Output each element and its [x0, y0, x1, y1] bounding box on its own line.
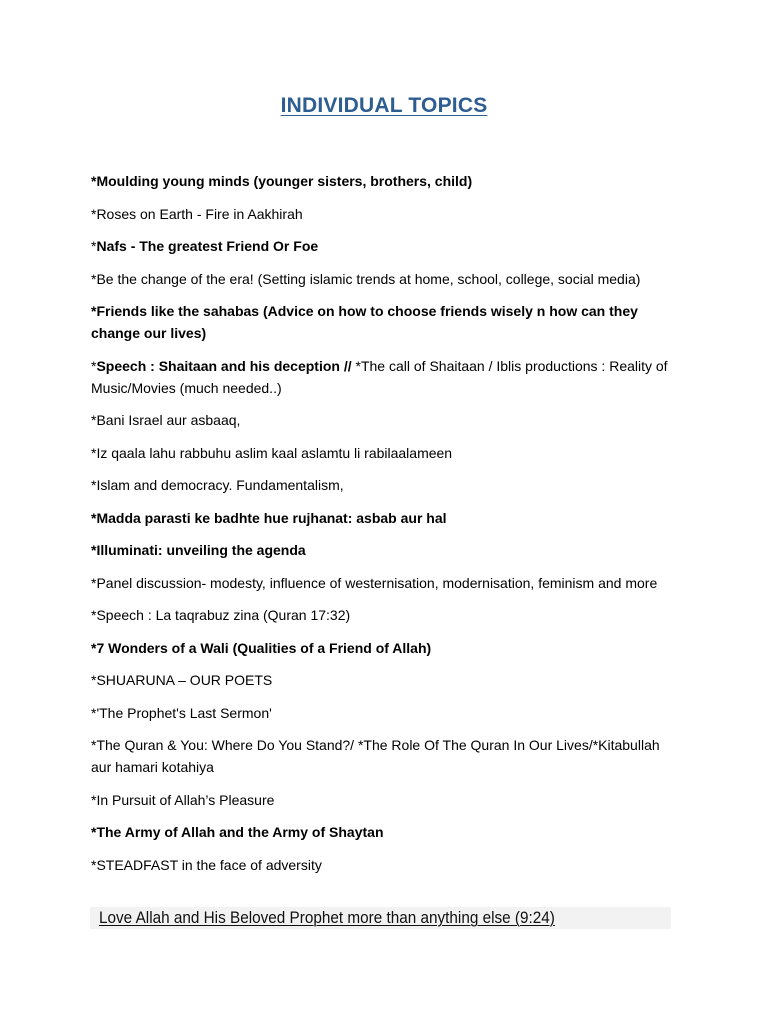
topic-item: *Islam and democracy. Fundamentalism, [91, 477, 344, 493]
footer-banner [90, 907, 671, 929]
topic-item: *Bani Israel aur asbaaq, [91, 412, 241, 428]
page-title [0, 94, 768, 118]
topic-item: *The Quran & You: Where Do You Stand?/ *The Role Of The Quran In Our Lives/*Kitabullah aur hamari kotahiya [91, 737, 660, 775]
topic-item [91, 355, 681, 399]
topic-bold-text: Speech : Shaitaan and his deception // [96, 357, 352, 374]
topic-bold-text: Nafs - The greatest Friend Or Foe [96, 238, 319, 254]
topic-item: *The Army of Allah and the Army of Shaytan [91, 824, 384, 840]
topic-prefix: * [91, 238, 97, 254]
topic-item: *7 Wonders of a Wali (Qualities of a Friend of Allah) [91, 639, 432, 656]
topic-item: *'The Prophet's Last Sermon' [91, 704, 272, 721]
topic-item: *Panel discussion- modesty, influence of westernisation, modernisation, feminism and more [91, 574, 658, 591]
topic-item: *In Pursuit of Allah’s Pleasure [91, 791, 275, 808]
topic-item: *Moulding young minds (younger sisters, brothers, child) [91, 173, 473, 189]
footer-text: Love Allah and His Beloved Prophet more than anything else (9:24) [99, 908, 555, 927]
topic-rest-text: *The call of Shaitaan / Iblis productions : Reality of Music/Movies (much needed..) [91, 357, 668, 396]
topic-item: *STEADFAST in the face of adversity [91, 856, 322, 873]
topic-item [91, 235, 681, 257]
topic-item: *SHUARUNA – OUR POETS [91, 672, 273, 688]
topic-item: *Speech : La taqrabuz zina (Quran 17:32) [91, 607, 351, 623]
page-title-text: INDIVIDUAL TOPICS [280, 94, 488, 117]
topic-prefix: * [91, 357, 97, 374]
topic-item: *Roses on Earth - Fire in Aakhirah [91, 205, 303, 222]
topic-list [91, 170, 681, 886]
topic-item: *Friends like the sahabas (Advice on how to choose friends wisely n how can they change our lives) [91, 303, 638, 341]
topic-item: *Iz qaala lahu rabbuhu aslim kaal aslamtu li rabilaalameen [91, 444, 453, 461]
topic-item: *Illuminati: unveiling the agenda [91, 542, 306, 558]
topic-item: *Be the change of the era! (Setting islamic trends at home, school, college, social media) [91, 270, 641, 287]
topic-item: *Madda parasti ke badhte hue rujhanat: asbab aur hal [91, 509, 447, 526]
